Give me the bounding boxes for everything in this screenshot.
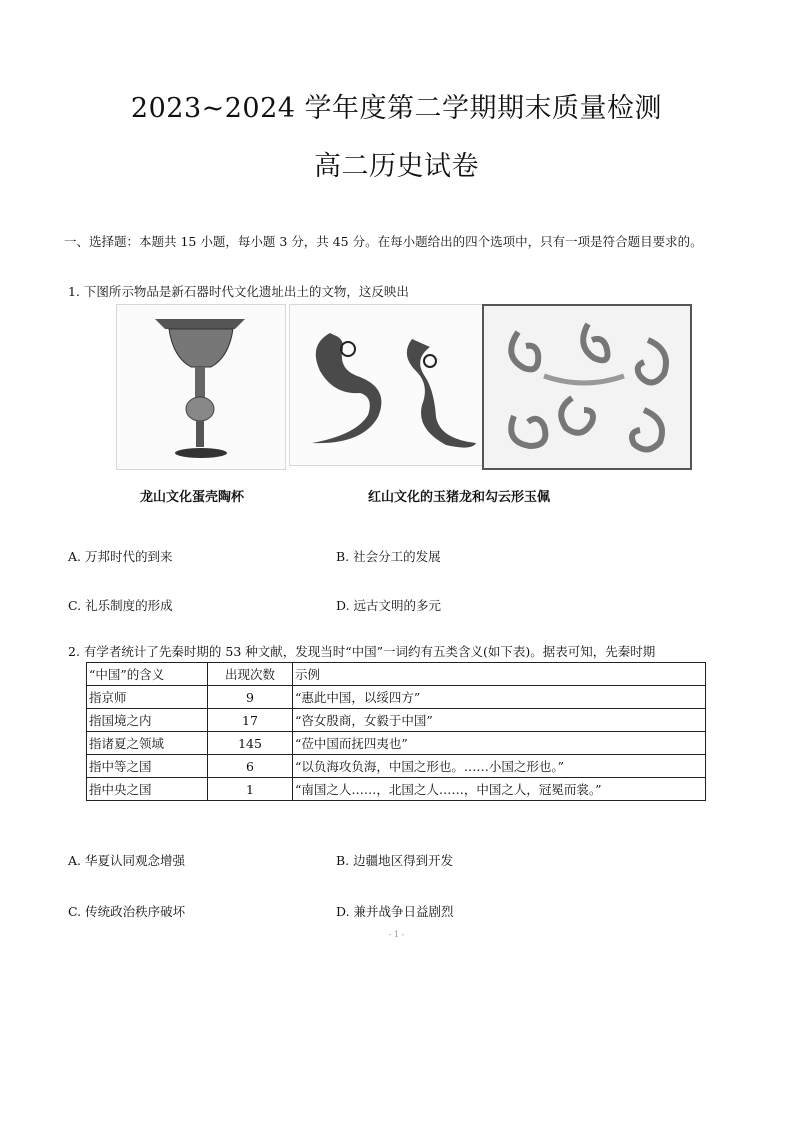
table-header-cell: 出现次数 [208,663,293,686]
table-cell: “以负海攻负海，中国之形也。……小国之形也。” [293,755,706,778]
q2-option-d[interactable]: D. 兼并战争日益剧烈 [336,904,454,919]
question-2-stem: 2. 有学者统计了先秦时期的 53 种文献，发现当时“中国”一词约有五类含义(如下表)。据表可知，先秦时期 [68,644,656,659]
exam-subtitle: 高二历史试卷 [314,151,479,182]
q1-option-a[interactable]: A. 万邦时代的到来 [68,549,173,564]
table-cell: 指中央之国 [87,778,208,801]
table-cell: 1 [208,778,293,801]
eggshell-cup-image [116,304,286,470]
figure-caption-cup: 龙山文化蛋壳陶杯 [140,490,245,505]
china-meanings-table [86,662,706,801]
table-cell: 指诸夏之领域 [87,732,208,755]
table-row [87,709,706,732]
table-header-cell: “中国”的含义 [87,663,208,686]
table-row [87,686,706,709]
table-cell: “惠此中国，以绥四方” [293,686,706,709]
table-cell: 6 [208,755,293,778]
table-cell: 9 [208,686,293,709]
section-instructions: 一、选择题：本题共 15 小题，每小题 3 分，共 45 分。在每小题给出的四个选项中，只有一项是符合题目要求的。 [64,234,703,249]
exam-title: 2023~2024 学年度第二学期期末质量检测 [130,93,663,124]
question-1-stem: 1. 下图所示物品是新石器时代文化遗址出土的文物，这反映出 [68,284,409,299]
table-header-cell: 示例 [293,663,706,686]
table-row [87,778,706,801]
table-cell: 145 [208,732,293,755]
q1-option-c[interactable]: C. 礼乐制度的形成 [68,598,173,613]
hooked-cloud-jade-pendant-image [482,304,692,470]
table-cell: 17 [208,709,293,732]
table-cell: 指中等之国 [87,755,208,778]
q1-option-d[interactable]: D. 远古文明的多元 [336,598,442,613]
q2-option-c[interactable]: C. 传统政治秩序破坏 [68,904,186,919]
figure-caption-jade: 红山文化的玉猪龙和勾云形玉佩 [368,490,551,505]
table-cell: 指国境之内 [87,709,208,732]
jade-pig-dragon-image [289,304,483,466]
table-cell: “咨女殷商，女毅于中国” [293,709,706,732]
table-cell: “莅中国而抚四夷也” [293,732,706,755]
table-cell: 指京师 [87,686,208,709]
q2-option-b[interactable]: B. 边疆地区得到开发 [336,853,454,868]
q1-option-b[interactable]: B. 社会分工的发展 [336,549,441,564]
table-cell: “南国之人……，北国之人……，中国之人，冠冕而裳。” [293,778,706,801]
q2-option-a[interactable]: A. 华夏认同观念增强 [68,853,185,868]
page-number: - 1 - [388,930,405,939]
table-row [87,732,706,755]
table-header-row [87,663,706,686]
table-row [87,755,706,778]
